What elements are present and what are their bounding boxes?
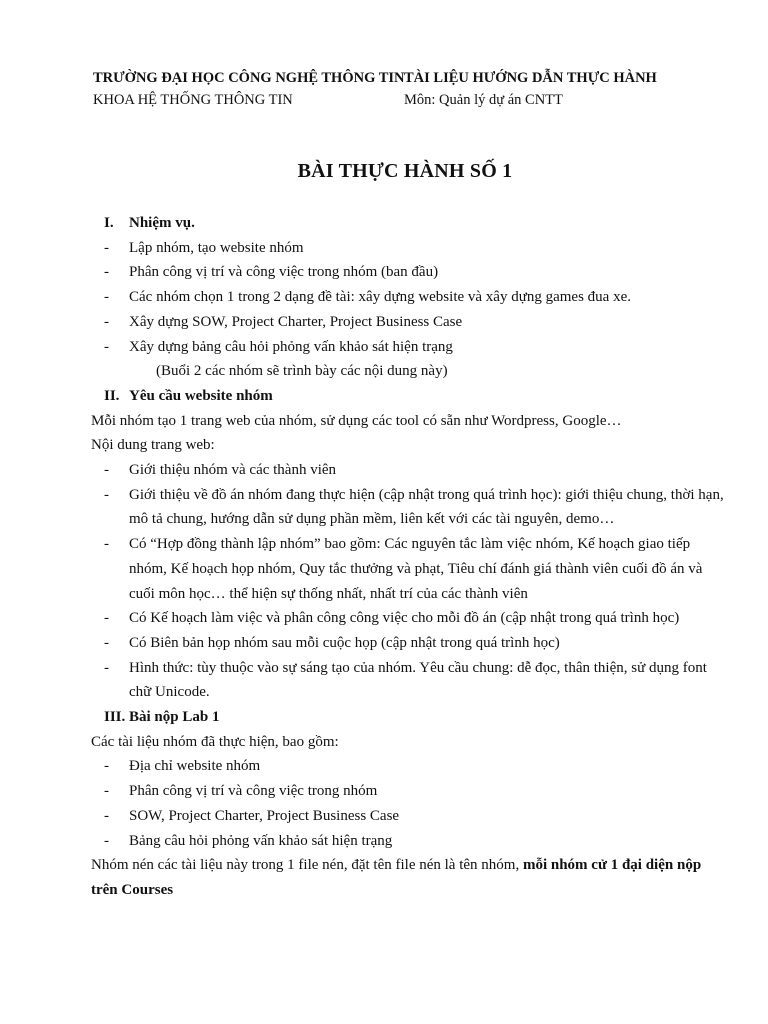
section-number: I.	[104, 215, 114, 231]
submission-instruction: Nhóm nén các tài liệu này trong 1 file nén, đặt tên file nén là tên nhóm, mỗi nhóm cử 1 đại diện nộp trên Courses	[91, 857, 702, 898]
list-item: - Các nhóm chọn 1 trong 2 dạng đề tài: xây dựng website và xây dựng games đua xe.	[104, 289, 631, 306]
header-right	[404, 67, 657, 111]
section-number: III.	[104, 709, 126, 726]
header-left	[93, 67, 405, 111]
list-item: - Địa chỉ website nhóm	[104, 758, 261, 775]
section-title: Nhiệm vụ.	[129, 215, 195, 231]
page-title: BÀI THỰC HÀNH SỐ 1	[297, 160, 513, 182]
course-name: Môn: Quản lý dự án CNTT	[404, 92, 563, 108]
list-item: - Lập nhóm, tạo website nhóm	[104, 239, 304, 256]
university-name: TRƯỜNG ĐẠI HỌC CÔNG NGHỆ THÔNG TIN	[93, 70, 405, 86]
list-item: - SOW, Project Charter, Project Business Case	[104, 807, 400, 824]
section-heading-3	[104, 705, 724, 730]
document-type: TÀI LIỆU HƯỚNG DẪN THỰC HÀNH	[404, 70, 657, 86]
section-heading-1	[104, 211, 724, 236]
paragraph: Nội dung trang web:	[91, 437, 215, 454]
list-item: - Giới thiệu nhóm và các thành viên	[104, 462, 337, 479]
list-item: - Có Biên bản họp nhóm sau mỗi cuộc họp (cập nhật trong quá trình học)	[104, 634, 560, 651]
list-item: - Có Kế hoạch làm việc và phân công công việc cho mỗi đồ án (cập nhật trong quá trình học)	[104, 610, 680, 627]
list-item: - Hình thức: tùy thuộc vào sự sáng tạo của nhóm. Yêu cầu chung: dễ đọc, thân thiện, sử dụng font chữ Unicode.	[104, 659, 707, 701]
paragraph: Mỗi nhóm tạo 1 trang web của nhóm, sử dụng các tool có sẵn như Wordpress, Google…	[91, 412, 622, 429]
section-note: (Buổi 2 các nhóm sẽ trình bày các nội dung này)	[156, 363, 448, 380]
section-number: II.	[104, 387, 120, 404]
section-title: Yêu cầu website nhóm	[129, 387, 273, 404]
list-item: - Phân công vị trí và công việc trong nhóm	[104, 783, 378, 800]
faculty-name: KHOA HỆ THỐNG THÔNG TIN	[93, 92, 293, 108]
submission-emphasis: mỗi nhóm cử 1 đại diện nộp trên Courses	[91, 857, 702, 898]
section-heading-2	[104, 384, 724, 409]
document-body	[91, 211, 724, 903]
list-item: - Bảng câu hỏi phỏng vấn khảo sát hiện trạng	[104, 832, 393, 849]
list-item: - Giới thiệu về đồ án nhóm đang thực hiện (cập nhật trong quá trình học): giới thiệu chung, thời hạn, mô tả chung, hướng dẫn sử dụng phần mềm, liên kết với các tài nguyên, demo…	[104, 486, 724, 528]
list-item: - Xây dựng SOW, Project Charter, Project Business Case	[104, 313, 463, 330]
paragraph: Các tài liệu nhóm đã thực hiện, bao gồm:	[91, 733, 339, 750]
section-title: Bài nộp Lab 1	[129, 709, 220, 726]
list-item: - Có “Hợp đồng thành lập nhóm” bao gồm: Các nguyên tắc làm việc nhóm, Kế hoạch giao tiếp nhóm, Kế hoạch họp nhóm, Quy tắc thưởng và phạt, Tiêu chí đánh giá thành viên cuối đồ án và cuối môn học… thể hiện sự thống nhất, nhất trí của các thành viên	[104, 536, 703, 602]
list-item: - Phân công vị trí và công việc trong nhóm (ban đầu)	[104, 264, 439, 281]
list-item: - Xây dựng bảng câu hỏi phỏng vấn khảo sát hiện trạng	[104, 338, 453, 355]
